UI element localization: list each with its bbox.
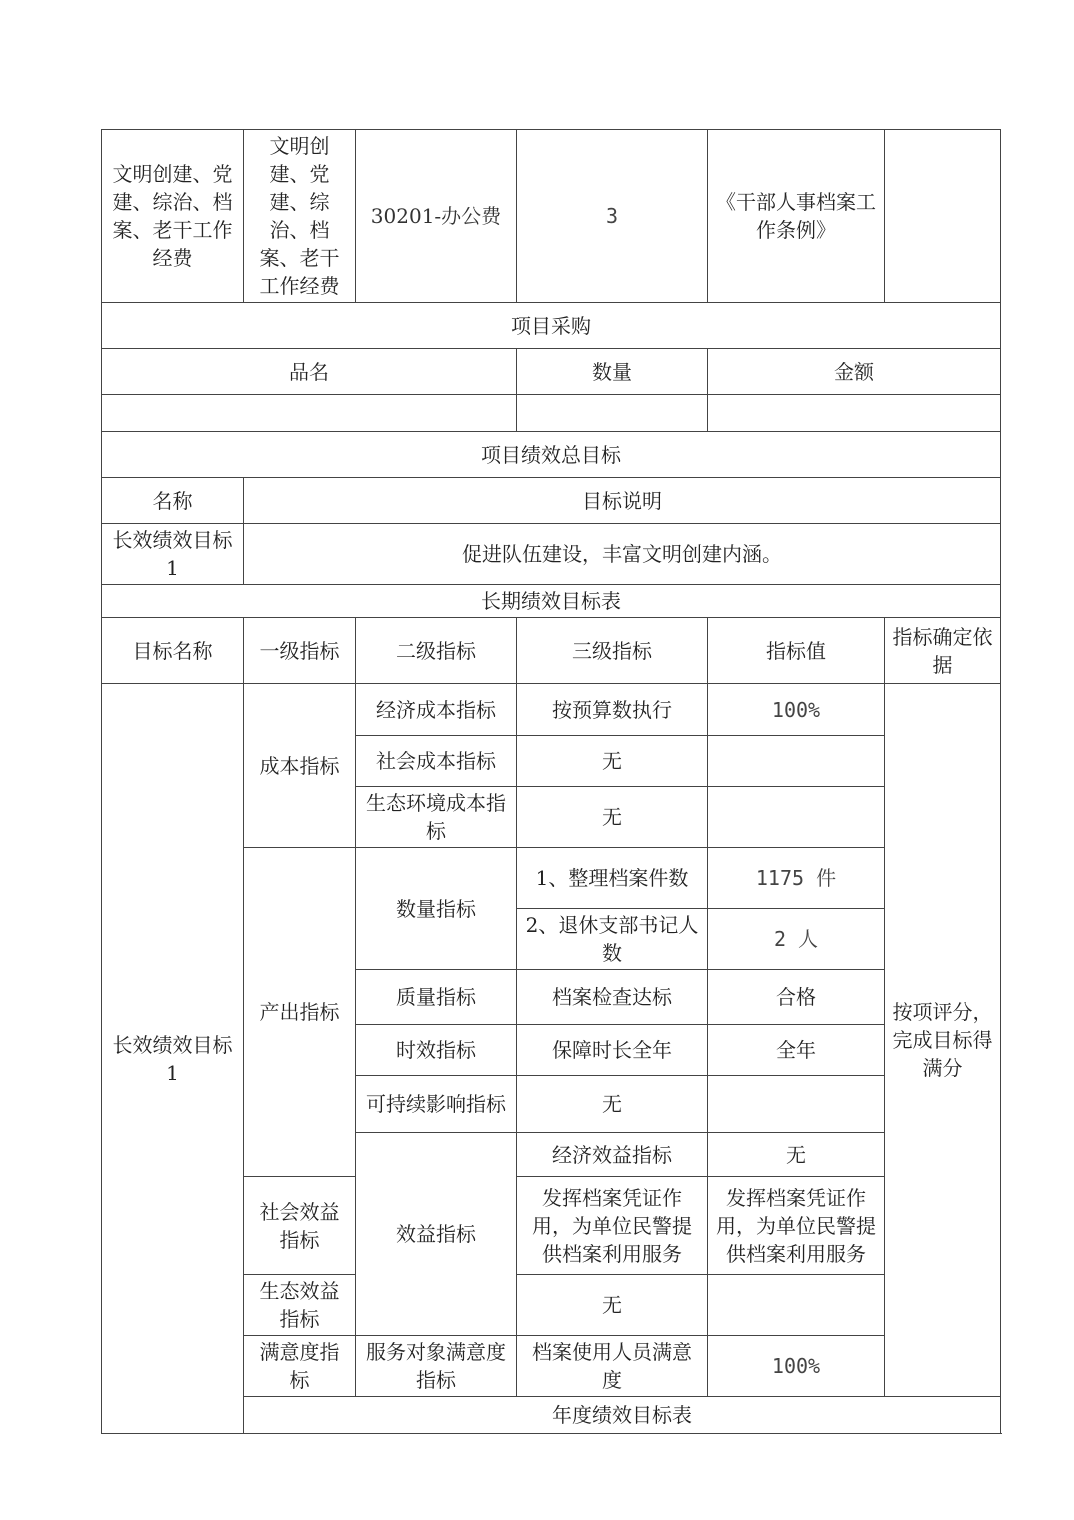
l2-social-benefit: 社会效益指标 (244, 1177, 356, 1275)
l3-sustain: 无 (517, 1076, 708, 1133)
group-cost: 成本指标 (244, 684, 356, 848)
l2-quality: 质量指标 (356, 970, 517, 1025)
l3-social-cost: 无 (517, 736, 708, 787)
expense-empty (885, 130, 1001, 303)
l3-timeliness: 保障时长全年 (517, 1025, 708, 1076)
expense-qty: 3 (517, 130, 708, 303)
value-quantity-1: 1175 件 (708, 848, 885, 909)
l3-satisfaction: 档案使用人员满意度 (517, 1336, 708, 1397)
expense-name: 文明创建、党建、综治、档案、老干工作经费 (102, 130, 244, 303)
value-satisfaction: 100% (708, 1336, 885, 1397)
l3-quality: 档案检查达标 (517, 970, 708, 1025)
l3-quantity-1: 1、整理档案件数 (517, 848, 708, 909)
expense-detail: 文明创建、党建、综治、档案、老干工作经费 (244, 130, 356, 303)
header-value: 指标值 (708, 618, 885, 684)
header-level2: 二级指标 (356, 618, 517, 684)
longterm-basis: 按项评分，完成目标得满分 (885, 684, 1001, 1397)
l2-sustain: 可持续影响指标 (356, 1076, 517, 1133)
expense-row (102, 130, 1001, 303)
header-goal-name: 目标名称 (102, 618, 244, 684)
overall-desc-header: 目标说明 (244, 478, 1001, 524)
l3-economic-cost: 按预算数执行 (517, 684, 708, 736)
procurement-title: 项目采购 (102, 303, 1001, 349)
expense-code: 30201-办公费 (356, 130, 517, 303)
overall-goal-name: 长效绩效目标 1 (102, 524, 244, 585)
l2-timeliness: 时效指标 (356, 1025, 517, 1076)
value-quality: 合格 (708, 970, 885, 1025)
l3-eco-benefit: 无 (517, 1275, 708, 1336)
value-eco-cost (708, 787, 885, 848)
l3-social-benefit: 发挥档案凭证作用，为单位民警提供档案利用服务 (517, 1177, 708, 1275)
l2-quantity: 数量指标 (356, 848, 517, 970)
overall-goal-title: 项目绩效总目标 (102, 432, 1001, 478)
longterm-title: 长期绩效目标表 (102, 585, 1001, 618)
header-level1: 一级指标 (244, 618, 356, 684)
procurement-header-name: 品名 (102, 349, 517, 395)
group-satisfaction: 满意度指标 (244, 1336, 356, 1397)
l3-economic-benefit: 无 (708, 1133, 885, 1177)
value-timeliness: 全年 (708, 1025, 885, 1076)
longterm-header-row (102, 618, 1001, 684)
budget-performance-table (101, 129, 1001, 1434)
procurement-header-qty: 数量 (517, 349, 708, 395)
value-economic-cost: 100% (708, 684, 885, 736)
table-row (102, 684, 1001, 736)
l2-eco-benefit: 生态效益指标 (244, 1275, 356, 1336)
value-social-benefit: 发挥档案凭证作用，为单位民警提供档案利用服务 (708, 1177, 885, 1275)
procurement-empty-row (102, 395, 1001, 432)
group-benefit: 效益指标 (356, 1133, 517, 1336)
l3-quantity-2: 2、退休支部书记人数 (517, 909, 708, 970)
group-output: 产出指标 (244, 848, 356, 1177)
overall-name-header: 名称 (102, 478, 244, 524)
expense-basis: 《干部人事档案工作条例》 (708, 130, 885, 303)
l2-economic-cost: 经济成本指标 (356, 684, 517, 736)
procurement-header-amount: 金额 (708, 349, 1001, 395)
l2-social-cost: 社会成本指标 (356, 736, 517, 787)
procurement-empty-amount (708, 395, 1001, 432)
l3-eco-cost: 无 (517, 787, 708, 848)
header-level3: 三级指标 (517, 618, 708, 684)
overall-goal-desc: 促进队伍建设，丰富文明创建内涵。 (244, 524, 1001, 585)
l2-satisfaction: 服务对象满意度指标 (356, 1336, 517, 1397)
longterm-goal-name: 长效绩效目标 1 (102, 684, 244, 1434)
value-sustain (708, 1076, 885, 1133)
header-basis: 指标确定依据 (885, 618, 1001, 684)
procurement-empty-qty (517, 395, 708, 432)
value-social-cost (708, 736, 885, 787)
l2-eco-cost: 生态环境成本指标 (356, 787, 517, 848)
l2-economic-benefit: 经济效益指标 (517, 1133, 708, 1177)
value-eco-benefit (708, 1275, 885, 1336)
procurement-empty-name (102, 395, 517, 432)
annual-title: 年度绩效目标表 (244, 1397, 1001, 1434)
value-quantity-2: 2 人 (708, 909, 885, 970)
